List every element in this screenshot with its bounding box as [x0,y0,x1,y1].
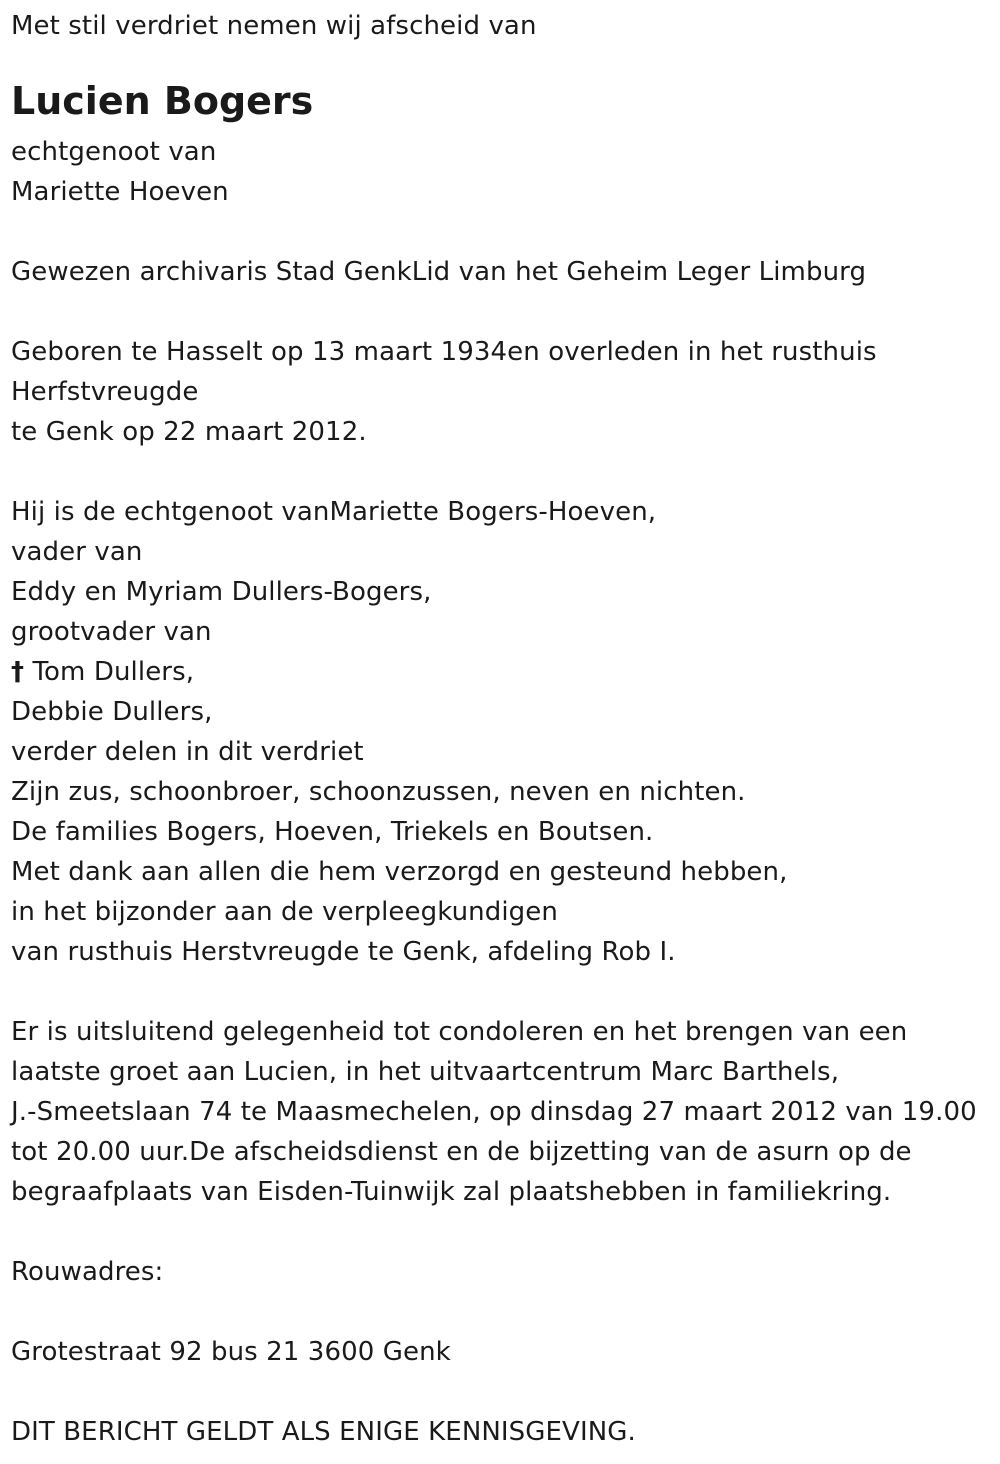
occupation-text: Gewezen archivaris Stad GenkLid van het Geheim Leger Limburg [11,257,867,287]
family-line: Hij is de echtgenoot vanMariette Bogers-Hoeven, [11,497,657,527]
family-line: Debbie Dullers, [11,697,213,727]
spacer [11,452,986,492]
ceremony-line: Er is uitsluitend gelegenheid tot condoleren en het brengen van een [11,1017,908,1047]
spacer [11,292,986,332]
family-line: De families Bogers, Hoeven, Triekels en Boutsen. [11,817,654,847]
obituary-notice [11,6,986,1452]
spacer [11,212,986,252]
deceased-name: Lucien Bogers [11,79,314,123]
spacer [11,1212,986,1252]
family-line: Eddy en Myriam Dullers-Bogers, [11,577,432,607]
grandchild-name: Tom Dullers, [32,657,195,687]
address-label: Rouwadres: [11,1257,164,1287]
intro-text: Met stil verdriet nemen wij afscheid van [11,11,537,41]
ceremony-line: tot 20.00 uur.De afscheidsdienst en de bijzetting van de asurn op de [11,1137,912,1167]
spacer [11,1372,986,1412]
family-line: Met dank aan allen die hem verzorgd en gesteund hebben, [11,857,788,887]
cross-icon: † [11,657,25,687]
family-line: verder delen in dit verdriet [11,737,364,767]
closing-notice: DIT BERICHT GELDT ALS ENIGE KENNISGEVING. [11,1417,636,1447]
birth-death-line: Herfstvreugde [11,377,199,407]
family-line: in het bijzonder aan de verpleegkundigen [11,897,558,927]
family-line: Zijn zus, schoonbroer, schoonzussen, neven en nichten. [11,777,746,807]
birth-death-line: te Genk op 22 maart 2012. [11,417,367,447]
spacer [11,972,986,1012]
address-text: Grotestraat 92 bus 21 3600 Genk [11,1337,451,1367]
spacer [11,1292,986,1332]
ceremony-line: begraafplaats van Eisden-Tuinwijk zal plaatshebben in familiekring. [11,1177,892,1207]
family-line: van rusthuis Herstvreugde te Genk, afdeling Rob I. [11,937,676,967]
birth-death-line: Geboren te Hasselt op 13 maart 1934en overleden in het rusthuis [11,337,877,367]
ceremony-line: laatste groet aan Lucien, in het uitvaartcentrum Marc Barthels, [11,1057,840,1087]
family-line: grootvader van [11,617,212,647]
spouse-intro-line: echtgenoot van [11,137,217,167]
ceremony-line: J.-Smeetslaan 74 te Maasmechelen, op dinsdag 27 maart 2012 van 19.00 [11,1097,977,1127]
spouse-name: Mariette Hoeven [11,177,229,207]
family-line-deceased-grandchild [11,652,986,692]
family-line: vader van [11,537,143,567]
